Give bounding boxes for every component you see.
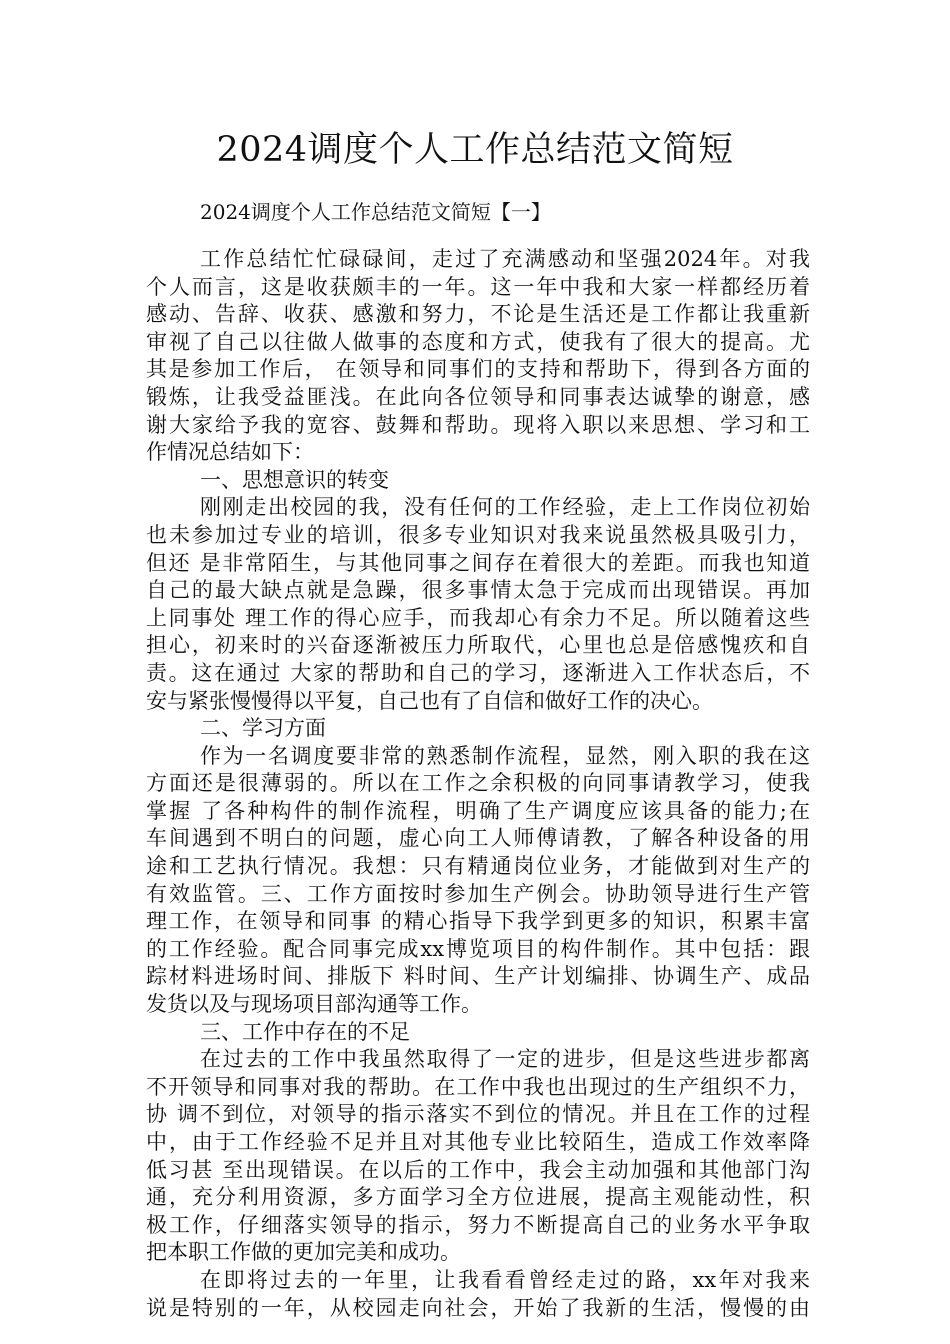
text-line: 通，充分利用资源，多方面学习全方位进展，提高主观能动性，积	[146, 1185, 810, 1210]
text-line: 其是参加工作后， 在领导和同事们的支持和帮助下，得到各方面的	[146, 357, 810, 382]
text-line: 刚刚走出校园的我，没有任何的工作经验，走上工作岗位初始	[200, 495, 810, 520]
text-line: 作情况总结如下：	[146, 440, 314, 465]
text-line: 作为一名调度要非常的熟悉制作流程，显然，刚入职的我在这	[200, 743, 810, 768]
text-line: 掌握 了各种构件的制作流程，明确了生产调度应该具备的能力;在	[146, 798, 810, 823]
document-subtitle: 2024调度个人工作总结范文简短【一】	[200, 200, 551, 224]
text-line: 协 调不到位，对领导的指示落实不到位的情况。并且在工作的过程	[146, 1102, 810, 1127]
text-line: 极工作，仔细落实领导的指示，努力不断提高自己的业务水平争取	[146, 1212, 810, 1237]
text-line: 但还 是非常陌生，与其他同事之间存在着很大的差距。而我也知道	[146, 550, 810, 575]
text-line: 担心，初来时的兴奋逐渐被压力所取代，心里也总是倍感愧疚和自	[146, 633, 810, 658]
text-line: 安与紧张慢慢得以平复，自己也有了自信和做好工作的决心。	[146, 688, 713, 713]
text-line: 感动、告辞、收获、感激和努力，不论是生活还是工作都让我重新	[146, 302, 810, 327]
text-line: 发货以及与现场项目部沟通等工作。	[146, 992, 482, 1017]
text-line: 理工作，在领导和同事 的精心指导下我学到更多的知识，积累丰富	[146, 909, 810, 934]
text-line: 踪材料进场时间、排版下 料时间、生产计划编排、协调生产、成品	[146, 964, 810, 989]
text-line: 的工作经验。配合同事完成xx博览项目的构件制作。其中包括：跟	[146, 936, 810, 961]
text-line: 锻炼，让我受益匪浅。在此向各位领导和同事表达诚挚的谢意，感	[146, 384, 810, 409]
text-line: 个人而言，这是收获颇丰的一年。这一年中我和大家一样都经历着	[146, 274, 810, 299]
text-line: 有效监管。三、工作方面按时参加生产例会。协助领导进行生产管	[146, 881, 810, 906]
document-title: 2024调度个人工作总结范文简短	[216, 130, 734, 170]
text-line: 谢大家给予我的宽容、鼓舞和帮助。现将入职以来思想、学习和工	[146, 412, 810, 437]
text-line: 责。这在通过 大家的帮助和自己的学习，逐渐进入工作状态后，不	[146, 660, 810, 685]
document-body	[146, 246, 810, 1322]
text-line: 方面还是很薄弱的。所以在工作之余积极的向同事请教学习，使我	[146, 771, 810, 796]
text-line: 在过去的工作中我虽然取得了一定的进步，但是这些进步都离	[200, 1047, 810, 1072]
text-line: 不开领导和同事对我的帮助。在工作中我也出现过的生产组织不力，	[146, 1074, 810, 1099]
text-line: 说是特别的一年，从校园走向社会，开始了我新的生活，慢慢的由	[146, 1295, 810, 1320]
text-line: 车间遇到不明白的问题，虚心向工人师傅请教，了解各种设备的用	[146, 826, 810, 851]
text-line: 低习甚 至出现错误。在以后的工作中，我会主动加强和其他部门沟	[146, 1157, 810, 1182]
text-line: 审视了自己以往做人做事的态度和方式，使我有了很大的提高。尤	[146, 329, 810, 354]
text-line: 中，由于工作经验不足并且对其他专业比较陌生，造成工作效率降	[146, 1130, 810, 1154]
text-line: 二、学习方面	[200, 716, 326, 741]
text-line: 途和工艺执行情况。我想：只有精通岗位业务，才能做到对生产的	[146, 854, 810, 879]
text-line: 三、工作中存在的不足	[200, 1019, 410, 1044]
text-line: 也未参加过专业的培训，很多专业知识对我来说虽然极具吸引力，	[146, 522, 810, 547]
text-line: 上同事处 理工作的得心应手，而我却心有余力不足。所以随着这些	[146, 605, 810, 630]
text-line: 把本职工作做的更加完美和成功。	[146, 1240, 461, 1265]
text-line: 一、思想意识的转变	[200, 467, 389, 492]
text-line: 在即将过去的一年里，让我看看曾经走过的路，xx年对我来	[200, 1267, 810, 1292]
text-line: 工作总结忙忙碌碌间，走过了充满感动和坚强2024年。对我	[200, 247, 810, 271]
text-line: 自己的最大缺点就是急躁，很多事情太急于完成而出现错误。再加	[146, 578, 810, 603]
